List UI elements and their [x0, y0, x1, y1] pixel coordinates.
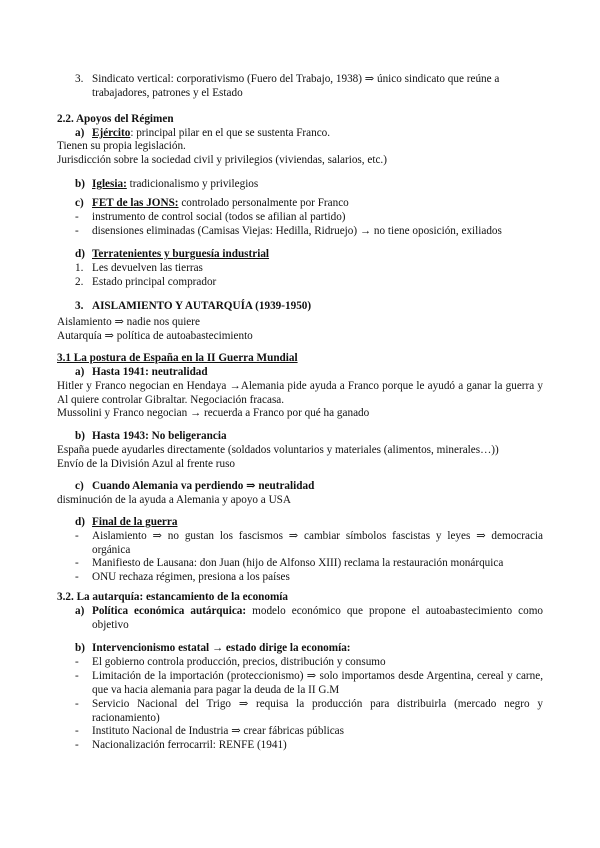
list-number: 1.	[75, 262, 84, 274]
item-term: Iglesia:	[92, 178, 127, 190]
item-letter: c)	[75, 480, 84, 492]
list-item: - Instituto Nacional de Industria ⇒ crear fábricas públicas	[57, 725, 543, 739]
item-letter: a)	[75, 605, 85, 617]
list-item: - Servicio Nacional del Trigo ⇒ requisa la producción para distribuirla (mercado negro y racionamiento)	[75, 698, 543, 724]
subsection-b	[57, 642, 543, 656]
paragraph: Hitler y Franco negocian en Hendaya →Alemania pide ayuda a Franco porque le ayudó a ganar la guerra y Al quiere controlar Gibraltar. Negociación fracasa.	[57, 380, 543, 406]
item-term: Hasta 1943: No beligerancia	[92, 430, 227, 442]
item-term: Hasta 1941: neutralidad	[92, 366, 208, 378]
section-heading: 3.2. La autarquía: estancamiento de la economía	[57, 591, 288, 603]
list-item	[57, 73, 543, 100]
list-item	[57, 276, 543, 290]
paragraph: disminución de la ayuda a Alemania y apoyo a USA	[57, 494, 291, 506]
paragraph: Aislamiento ⇒ nadie nos quiere	[57, 316, 200, 328]
item-term: Terratenientes y burguesía industrial	[92, 248, 270, 260]
item-letter: b)	[75, 178, 85, 190]
item-term: Intervencionismo estatal → estado dirige la economía:	[92, 642, 351, 654]
main-heading	[57, 300, 543, 314]
subsection-d	[57, 516, 543, 530]
subsection-b	[57, 430, 543, 444]
list-item: - El gobierno controla producción, precios, distribución y consumo	[57, 656, 543, 670]
item-letter: d)	[75, 516, 85, 528]
subsection-a	[57, 605, 543, 632]
list-text: Aislamiento ⇒ no gustan los fascismos ⇒ cambiar símbolos fascistas y leyes ⇒ democracia orgánica	[92, 530, 543, 556]
item-letter: b)	[75, 430, 85, 442]
item-rest: tradicionalismo y privilegios	[126, 178, 259, 190]
list-item: - Manifiesto de Lausana: don Juan (hijo de Alfonso XIII) reclama la restauración monárquica	[57, 557, 543, 571]
item-rest: : principal pilar en el que se sustenta Franco.	[130, 127, 331, 139]
item-letter: a)	[75, 127, 85, 139]
subsection-c	[57, 480, 543, 494]
list-item: - Nacionalización ferrocarril: RENFE (1941)	[57, 739, 543, 753]
paragraph: Jurisdicción sobre la sociedad civil y privilegios (viviendas, salarios, etc.)	[57, 154, 387, 166]
paragraph: Autarquía ⇒ política de autoabastecimiento	[57, 330, 253, 342]
subsection-c	[57, 197, 543, 211]
subsection-a	[57, 127, 543, 141]
list-text: Limitación de la importación (proteccionismo) ⇒ solo importamos desde Argentina, cereal y carne, que va hacia alemania para pagar la deuda de la II G.M	[92, 670, 543, 696]
list-number: 3.	[75, 73, 84, 85]
list-text: Instituto Nacional de Industria ⇒ crear fábricas públicas	[92, 725, 344, 737]
list-text: Servicio Nacional del Trigo ⇒ requisa la producción para distribuirla (mercado negro y racionamiento)	[92, 698, 543, 724]
paragraph: Mussolini y Franco negocian → recuerda a Franco por qué ha ganado	[57, 407, 370, 419]
list-item	[57, 262, 543, 276]
list-text: Sindicato vertical: corporativismo (Fuero del Trabajo, 1938) ⇒ único sindicato que reúne a trabajadores, patrones y el Estado	[92, 73, 500, 99]
list-text: El gobierno controla producción, precios, distribución y consumo	[92, 656, 386, 668]
section-heading: 3.1 La postura de España en la II Guerra Mundial	[57, 352, 298, 364]
list-text: disensiones eliminadas (Camisas Viejas: Hedilla, Ridruejo) → no tiene oposición, exiliados	[92, 225, 502, 237]
item-rest: controlado personalmente por Franco	[178, 197, 349, 209]
list-text: instrumento de control social (todos se afilian al partido)	[92, 211, 346, 223]
item-letter: c)	[75, 197, 84, 209]
subsection-b	[57, 178, 543, 192]
paragraph: Envío de la División Azul al frente ruso	[57, 458, 236, 470]
item-term: Ejército	[92, 127, 131, 139]
item-letter: d)	[75, 248, 85, 260]
list-item: - instrumento de control social (todos se afilian al partido)	[57, 211, 543, 225]
list-item: - Aislamiento ⇒ no gustan los fascismos ⇒ cambiar símbolos fascistas y leyes ⇒ democracia orgánica	[75, 530, 543, 556]
list-text: Manifiesto de Lausana: don Juan (hijo de Alfonso XIII) reclama la restauración monárquica	[92, 557, 504, 569]
list-item: - disensiones eliminadas (Camisas Viejas: Hedilla, Ridruejo) → no tiene oposición, exiliados	[57, 225, 543, 239]
list-item: - Limitación de la importación (proteccionismo) ⇒ solo importamos desde Argentina, cereal y carne, que va hacia alemania para pagar la deuda de la II G.M	[75, 670, 543, 696]
heading-text: AISLAMIENTO Y AUTARQUÍA (1939-1950)	[92, 300, 312, 312]
subsection-d	[57, 248, 543, 262]
paragraph: España puede ayudarles directamente (soldados voluntarios y materiales (alimentos, minerales…))	[57, 444, 499, 456]
list-text: Estado principal comprador	[92, 276, 217, 288]
paragraph: Tienen su propia legislación.	[57, 140, 186, 152]
item-term: Política económica autárquica:	[92, 605, 247, 617]
list-text: Les devuelven las tierras	[92, 262, 203, 274]
item-term: FET de las JONS:	[92, 197, 179, 209]
item-term: Cuando Alemania va perdiendo ⇒ neutralidad	[92, 480, 315, 492]
list-text: ONU rechaza régimen, presiona a los países	[92, 571, 290, 583]
item-letter: b)	[75, 642, 85, 654]
item-term: Final de la guerra	[92, 516, 178, 528]
heading-number: 3.	[75, 300, 84, 312]
section-heading: 2.2. Apoyos del Régimen	[57, 113, 174, 125]
list-text: Nacionalización ferrocarril: RENFE (1941)	[92, 739, 287, 751]
subsection-a	[57, 366, 543, 380]
list-item: - ONU rechaza régimen, presiona a los países	[57, 571, 543, 585]
item-letter: a)	[75, 366, 85, 378]
item-rest: modelo económico que propone el autoabastecimiento como objetivo	[92, 605, 543, 631]
list-number: 2.	[75, 276, 84, 288]
